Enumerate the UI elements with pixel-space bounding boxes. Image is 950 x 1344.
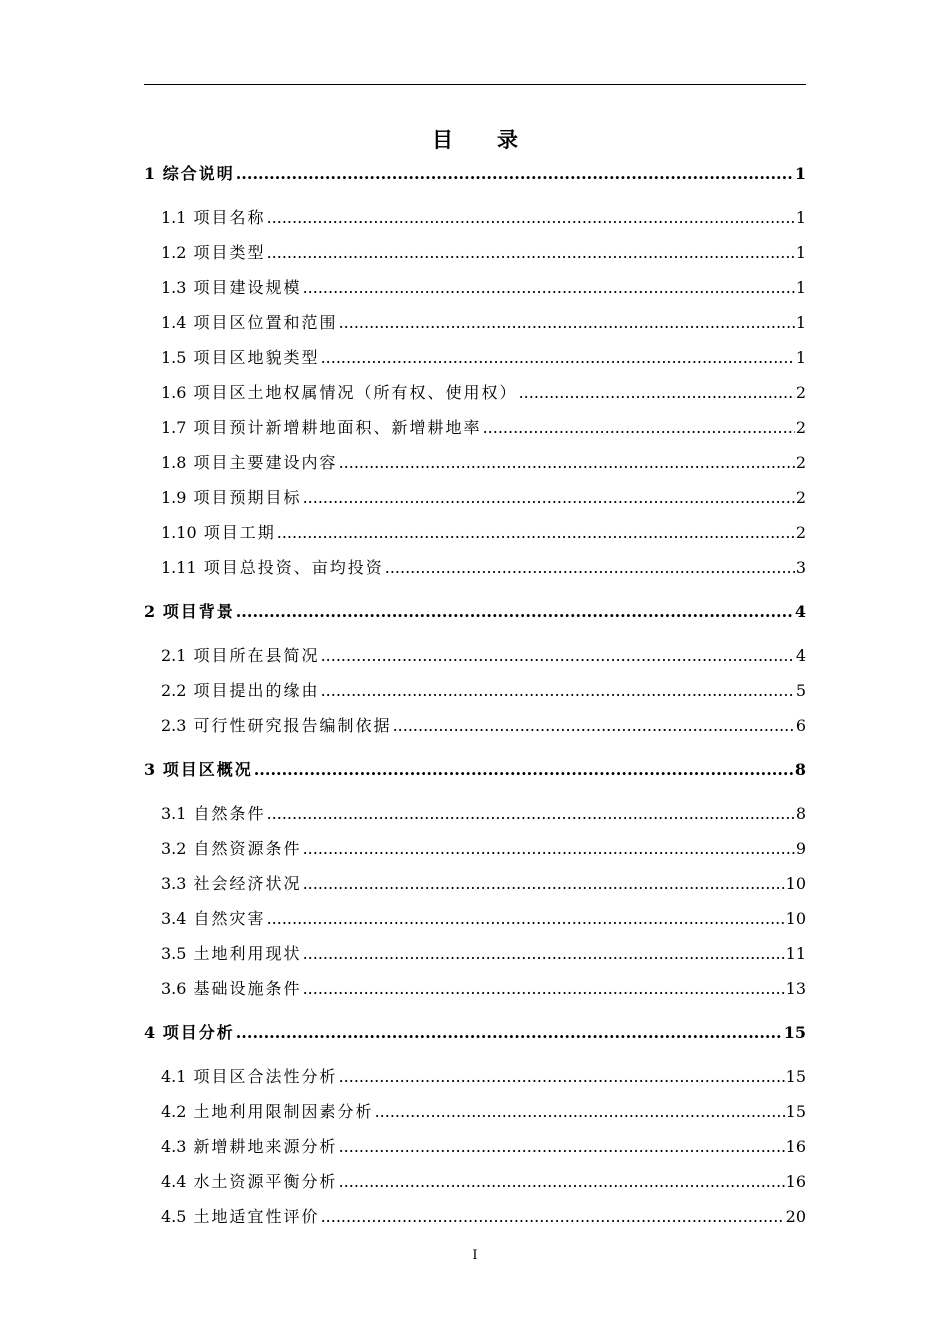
toc-entry-number: 1 — [144, 164, 156, 183]
dot-leader — [236, 1023, 783, 1043]
spacer — [186, 944, 193, 963]
toc-entry-text: 项目预期目标 — [193, 488, 302, 507]
toc-entry-page: 2 — [795, 383, 806, 402]
toc-entry-label — [161, 383, 518, 403]
toc-entry-text: 项目区地貌类型 — [193, 348, 320, 367]
toc-entry-label — [161, 1067, 338, 1087]
toc-entry-page: 6 — [795, 716, 806, 735]
spacer — [155, 1023, 163, 1042]
toc-entry-text: 基础设施条件 — [193, 979, 302, 998]
toc-entry-text: 自然资源条件 — [193, 839, 302, 858]
dot-leader — [236, 602, 794, 622]
toc-entry-label — [161, 278, 302, 298]
toc-entry-page: 1 — [794, 164, 806, 183]
toc-section-entry[interactable] — [161, 377, 806, 403]
toc-section-entry[interactable] — [161, 272, 806, 298]
spacer — [186, 681, 193, 700]
spacer — [186, 208, 193, 227]
toc-entry-text: 自然条件 — [193, 804, 266, 823]
dot-leader — [267, 909, 785, 929]
toc-section-entry[interactable] — [161, 798, 806, 824]
toc-entry-number: 2.2 — [161, 681, 187, 700]
toc-entry-page: 9 — [795, 839, 806, 858]
dot-leader — [339, 313, 795, 333]
spacer — [186, 348, 193, 367]
spacer — [186, 418, 193, 437]
toc-chapter-entry[interactable] — [144, 1017, 806, 1043]
toc-entry-text: 项目区合法性分析 — [193, 1067, 338, 1086]
dot-leader — [519, 383, 795, 403]
toc-entry-label — [161, 839, 302, 859]
toc-entry-label — [161, 523, 276, 543]
toc-entry-label — [144, 164, 235, 184]
toc-entry-label — [161, 313, 338, 333]
toc-entry-page: 16 — [785, 1137, 806, 1156]
toc-entry-page: 2 — [795, 488, 806, 507]
spacer — [186, 804, 193, 823]
toc-entry-label — [144, 602, 235, 622]
toc-entry-text: 项目主要建设内容 — [193, 453, 338, 472]
spacer — [186, 488, 193, 507]
toc-chapter-entry[interactable] — [144, 158, 806, 184]
dot-leader — [254, 760, 794, 780]
toc-entry-number: 2 — [144, 602, 156, 621]
toc-entry-number: 2.3 — [161, 716, 187, 735]
toc-section-entry[interactable] — [161, 675, 806, 701]
toc-entry-label — [161, 558, 384, 578]
spacer — [197, 523, 204, 542]
toc-entry-page: 5 — [795, 681, 806, 700]
spacer — [186, 243, 193, 262]
toc-section-entry[interactable] — [161, 552, 806, 578]
toc-section-entry[interactable] — [161, 1201, 806, 1227]
dot-leader — [483, 418, 795, 438]
toc-entry-number: 4 — [144, 1023, 156, 1042]
toc-entry-page: 16 — [785, 1172, 806, 1191]
toc-section-entry[interactable] — [161, 202, 806, 228]
spacer — [186, 313, 193, 332]
toc-entry-page: 10 — [785, 909, 806, 928]
toc-entry-page: 4 — [794, 602, 806, 621]
toc-entry-label — [161, 418, 482, 438]
toc-entry-text: 项目区位置和范围 — [193, 313, 338, 332]
dot-leader — [303, 839, 795, 859]
spacer — [155, 760, 163, 779]
toc-entry-number: 1.7 — [161, 418, 187, 437]
toc-entry-text: 项目提出的缘由 — [193, 681, 320, 700]
toc-entry-page: 1 — [795, 208, 806, 227]
spacer — [186, 1172, 193, 1191]
toc-section-entry[interactable] — [161, 412, 806, 438]
dot-leader — [385, 558, 795, 578]
spacer — [186, 453, 193, 472]
toc-entry-number: 1.8 — [161, 453, 187, 472]
dot-leader — [267, 804, 795, 824]
toc-entry-page: 3 — [795, 558, 806, 577]
toc-entry-page: 2 — [795, 523, 806, 542]
toc-entry-text: 项目区土地权属情况（所有权、使用权） — [193, 383, 518, 402]
dot-leader — [321, 681, 795, 701]
toc-section-entry[interactable] — [161, 482, 806, 508]
toc-entry-number: 2.1 — [161, 646, 187, 665]
toc-entry-label — [161, 804, 266, 824]
toc-entry-page: 13 — [785, 979, 806, 998]
toc-entry-label — [161, 646, 320, 666]
toc-section-entry[interactable] — [161, 938, 806, 964]
dot-leader — [339, 1067, 785, 1087]
toc-entry-page: 1 — [795, 278, 806, 297]
dot-leader — [339, 1137, 785, 1157]
dot-leader — [267, 208, 795, 228]
toc-entry-number: 1.10 — [161, 523, 197, 542]
toc-entry-page: 11 — [785, 944, 806, 963]
dot-leader — [303, 278, 795, 298]
toc-entry-page: 8 — [795, 804, 806, 823]
toc-entry-label — [161, 208, 266, 228]
toc-entry-label — [161, 1102, 374, 1122]
spacer — [186, 1137, 193, 1156]
toc-entry-number: 3 — [144, 760, 156, 779]
toc-title-char-1: 目 — [432, 127, 453, 152]
toc-entry-text: 可行性研究报告编制依据 — [193, 716, 392, 735]
toc-section-entry[interactable] — [161, 1096, 806, 1122]
toc-entry-text: 土地利用限制因素分析 — [193, 1102, 374, 1121]
toc-entry-number: 1.9 — [161, 488, 187, 507]
toc-entry-label — [161, 488, 302, 508]
toc-section-entry[interactable] — [161, 868, 806, 894]
toc-entry-text: 项目工期 — [203, 523, 276, 542]
dot-leader — [321, 1207, 785, 1227]
toc-entry-text: 项目类型 — [193, 243, 266, 262]
toc-entry-text: 社会经济状况 — [193, 874, 302, 893]
spacer — [186, 646, 193, 665]
spacer — [197, 558, 204, 577]
toc-section-entry[interactable] — [161, 1061, 806, 1087]
toc-entry-label — [161, 944, 302, 964]
page-number: I — [472, 1248, 478, 1263]
toc-section-entry[interactable] — [161, 237, 806, 263]
toc-entry-page: 1 — [795, 348, 806, 367]
toc-entry-label — [161, 909, 266, 929]
toc-entry-label — [161, 874, 302, 894]
toc-entry-text: 综合说明 — [162, 164, 235, 183]
toc-section-entry[interactable] — [161, 517, 806, 543]
toc-section-entry[interactable] — [161, 1131, 806, 1157]
toc-entry-label — [161, 1207, 320, 1227]
toc-entry-text: 项目区概况 — [162, 760, 253, 779]
toc-entry-text: 项目建设规模 — [193, 278, 302, 297]
toc-section-entry[interactable] — [161, 833, 806, 859]
toc-entry-number: 1.1 — [161, 208, 187, 227]
toc-entry-page: 1 — [795, 243, 806, 262]
spacer — [186, 874, 193, 893]
spacer — [155, 164, 163, 183]
toc-section-entry[interactable] — [161, 447, 806, 473]
toc-entry-text: 土地适宜性评价 — [193, 1207, 320, 1226]
toc-entry-page: 2 — [795, 418, 806, 437]
toc-chapter-entry[interactable] — [144, 754, 806, 780]
toc-entry-page: 15 — [785, 1102, 806, 1121]
toc-entry-number: 4.3 — [161, 1137, 187, 1156]
toc-entry-text: 项目所在县简况 — [193, 646, 320, 665]
spacer — [186, 1102, 193, 1121]
toc-entry-number: 1.11 — [161, 558, 197, 577]
toc-entry-page: 15 — [785, 1067, 806, 1086]
toc-entry-page: 20 — [785, 1207, 806, 1226]
toc-entry-number: 4.5 — [161, 1207, 187, 1226]
toc-entry-number: 4.4 — [161, 1172, 187, 1191]
toc-entry-number: 3.5 — [161, 944, 187, 963]
toc-section-entry[interactable] — [161, 973, 806, 999]
toc-entry-number: 3.4 — [161, 909, 187, 928]
toc-entry-number: 4.1 — [161, 1067, 187, 1086]
toc-entry-label — [161, 979, 302, 999]
spacer — [186, 383, 193, 402]
spacer — [155, 602, 163, 621]
toc-entry-number: 1.4 — [161, 313, 187, 332]
dot-leader — [277, 523, 795, 543]
dot-leader — [303, 488, 795, 508]
toc-entry-page: 15 — [783, 1023, 806, 1042]
toc-entry-label — [144, 760, 253, 780]
spacer — [186, 839, 193, 858]
dot-leader — [267, 243, 795, 263]
toc-entry-number: 1.5 — [161, 348, 187, 367]
dot-leader — [303, 944, 785, 964]
toc-entry-text: 水土资源平衡分析 — [193, 1172, 338, 1191]
toc-entry-text: 土地利用现状 — [193, 944, 302, 963]
toc-entry-number: 4.2 — [161, 1102, 187, 1121]
dot-leader — [303, 979, 785, 999]
toc-entry-text: 自然灾害 — [193, 909, 266, 928]
toc-entry-label — [161, 681, 320, 701]
toc-entry-page: 1 — [795, 313, 806, 332]
spacer — [186, 979, 193, 998]
toc-entry-label — [161, 453, 338, 473]
header-rule — [144, 84, 806, 85]
toc-entry-number: 3.1 — [161, 804, 187, 823]
dot-leader — [339, 1172, 785, 1192]
toc-entry-number: 1.6 — [161, 383, 187, 402]
spacer — [186, 278, 193, 297]
spacer — [186, 1067, 193, 1086]
toc-entry-number: 1.2 — [161, 243, 187, 262]
toc-entry-label — [161, 348, 320, 368]
dot-leader — [321, 348, 795, 368]
toc-entry-text: 项目名称 — [193, 208, 266, 227]
toc-title — [0, 124, 950, 154]
toc-entry-label — [161, 243, 266, 263]
toc-section-entry[interactable] — [161, 1166, 806, 1192]
toc-section-entry[interactable] — [161, 342, 806, 368]
toc-entry-label — [161, 1172, 338, 1192]
toc-entry-text: 项目分析 — [162, 1023, 235, 1042]
dot-leader — [236, 164, 794, 184]
toc-entry-text: 项目总投资、亩均投资 — [203, 558, 384, 577]
toc-section-entry[interactable] — [161, 903, 806, 929]
dot-leader — [375, 1102, 785, 1122]
toc-entry-page: 2 — [795, 453, 806, 472]
toc-entry-text: 新增耕地来源分析 — [193, 1137, 338, 1156]
toc-chapter-entry[interactable] — [144, 596, 806, 622]
toc-title-char-2: 录 — [497, 127, 518, 152]
toc-entry-label — [161, 1137, 338, 1157]
dot-leader — [393, 716, 795, 736]
spacer — [186, 716, 193, 735]
toc-section-entry[interactable] — [161, 307, 806, 333]
toc-section-entry[interactable] — [161, 710, 806, 736]
toc-entry-text: 项目预计新增耕地面积、新增耕地率 — [193, 418, 482, 437]
toc-entry-text: 项目背景 — [162, 602, 235, 621]
toc-entry-page: 4 — [795, 646, 806, 665]
dot-leader — [339, 453, 795, 473]
toc-entry-number: 3.2 — [161, 839, 187, 858]
toc-entry-number: 3.6 — [161, 979, 187, 998]
toc-entry-page: 8 — [794, 760, 806, 779]
toc-entry-number: 1.3 — [161, 278, 187, 297]
spacer — [186, 909, 193, 928]
toc-entry-label — [144, 1023, 235, 1043]
toc-entry-page: 10 — [785, 874, 806, 893]
toc-entry-label — [161, 716, 392, 736]
spacer — [186, 1207, 193, 1226]
dot-leader — [321, 646, 795, 666]
toc-entry-number: 3.3 — [161, 874, 187, 893]
toc-section-entry[interactable] — [161, 640, 806, 666]
dot-leader — [303, 874, 785, 894]
